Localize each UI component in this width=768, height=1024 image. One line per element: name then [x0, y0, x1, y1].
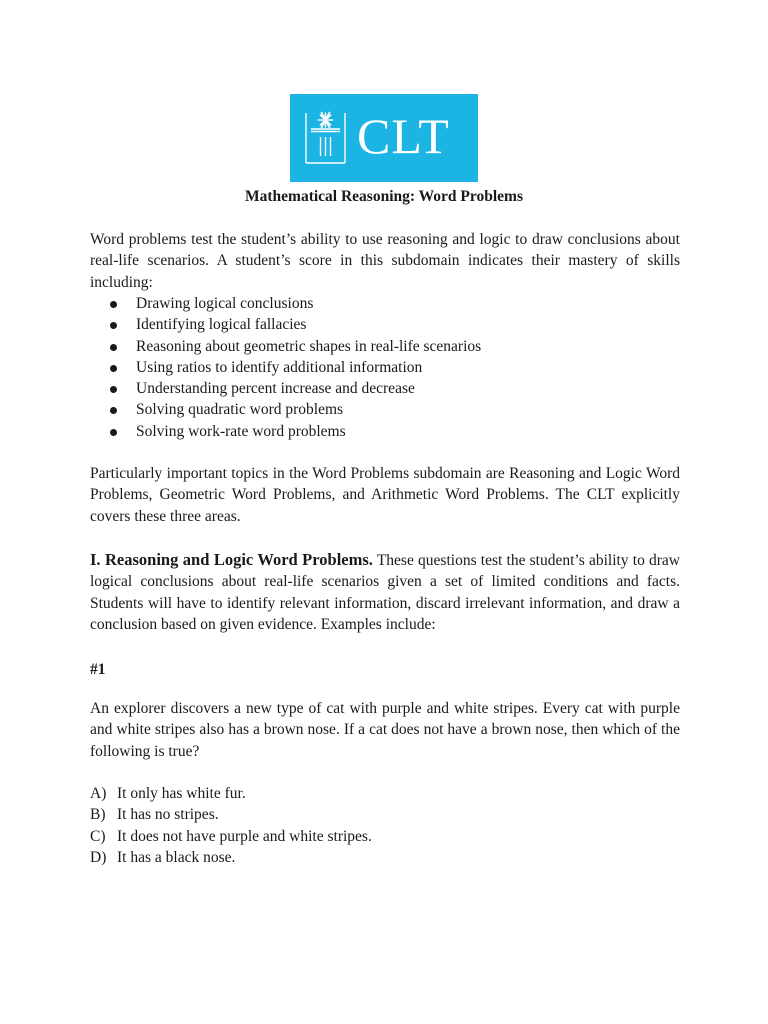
- bullet-icon: [110, 344, 117, 351]
- bullet-icon: [110, 322, 117, 329]
- answer-options: [90, 783, 372, 868]
- section-1-heading: I. Reasoning and Logic Word Problems.: [90, 550, 373, 569]
- option-letter: C): [90, 827, 106, 845]
- answer-option: [90, 804, 372, 825]
- answer-option: [90, 847, 372, 868]
- section-1-paragraph: [90, 549, 680, 635]
- list-item: [90, 357, 650, 378]
- list-item: [90, 399, 650, 420]
- clt-logo: [290, 94, 478, 182]
- option-text: It has no stripes.: [117, 806, 219, 824]
- list-item-text: Reasoning about geometric shapes in real-life scenarios: [136, 337, 482, 355]
- list-item: [90, 293, 650, 314]
- answer-option: [90, 783, 372, 804]
- bullet-icon: [110, 386, 117, 393]
- logo-text: CLT: [357, 108, 450, 164]
- section-1-body: These questions test the student’s ability to draw logical conclusions about real-life scenarios given a set of limited conditions and facts. Students will have to identify relevant information, discard irrelevant information, and draw a conclusion based on given evidence. Examples include:: [90, 552, 680, 633]
- answer-option: [90, 826, 372, 847]
- clt-emblem-icon: [305, 107, 346, 164]
- list-item: [90, 336, 650, 357]
- skills-list: [90, 293, 650, 442]
- list-item: [90, 378, 650, 399]
- bullet-icon: [110, 429, 117, 436]
- list-item-text: Solving quadratic word problems: [136, 401, 344, 419]
- option-text: It does not have purple and white stripes.: [117, 827, 372, 845]
- option-letter: B): [90, 806, 106, 824]
- question-number: #1: [90, 661, 106, 678]
- option-letter: A): [90, 785, 107, 802]
- topics-paragraph: Particularly important topics in the Word Problems subdomain are Reasoning and Logic Word Problems, Geometric Word Problems, and Arithmetic Word Problems. The CLT explicitly covers these three areas.: [90, 465, 680, 525]
- bullet-icon: [110, 365, 117, 372]
- option-text: It has a black nose.: [117, 848, 236, 866]
- list-item-text: Identifying logical fallacies: [136, 316, 307, 334]
- list-item-text: Understanding percent increase and decrease: [136, 380, 415, 398]
- bullet-icon: [110, 407, 117, 414]
- list-item: [90, 421, 650, 442]
- bullet-icon: [110, 301, 117, 308]
- list-item-text: Solving work-rate word problems: [136, 422, 346, 440]
- page-title: Mathematical Reasoning: Word Problems: [245, 188, 523, 205]
- option-text: It only has white fur.: [117, 785, 246, 802]
- list-item-text: Drawing logical conclusions: [136, 295, 314, 312]
- question-prompt: An explorer discovers a new type of cat with purple and white stripes. Every cat with purple and white stripes also has a brown nose. If a cat does not have a brown nose, then which of the following is true?: [90, 700, 680, 760]
- list-item-text: Using ratios to identify additional information: [136, 358, 423, 376]
- option-letter: D): [90, 848, 107, 866]
- intro-paragraph: Word problems test the student’s ability to use reasoning and logic to draw conclusions about real-life scenarios. A student’s score in this subdomain indicates their mastery of skills including:: [90, 231, 680, 291]
- list-item: [90, 314, 650, 335]
